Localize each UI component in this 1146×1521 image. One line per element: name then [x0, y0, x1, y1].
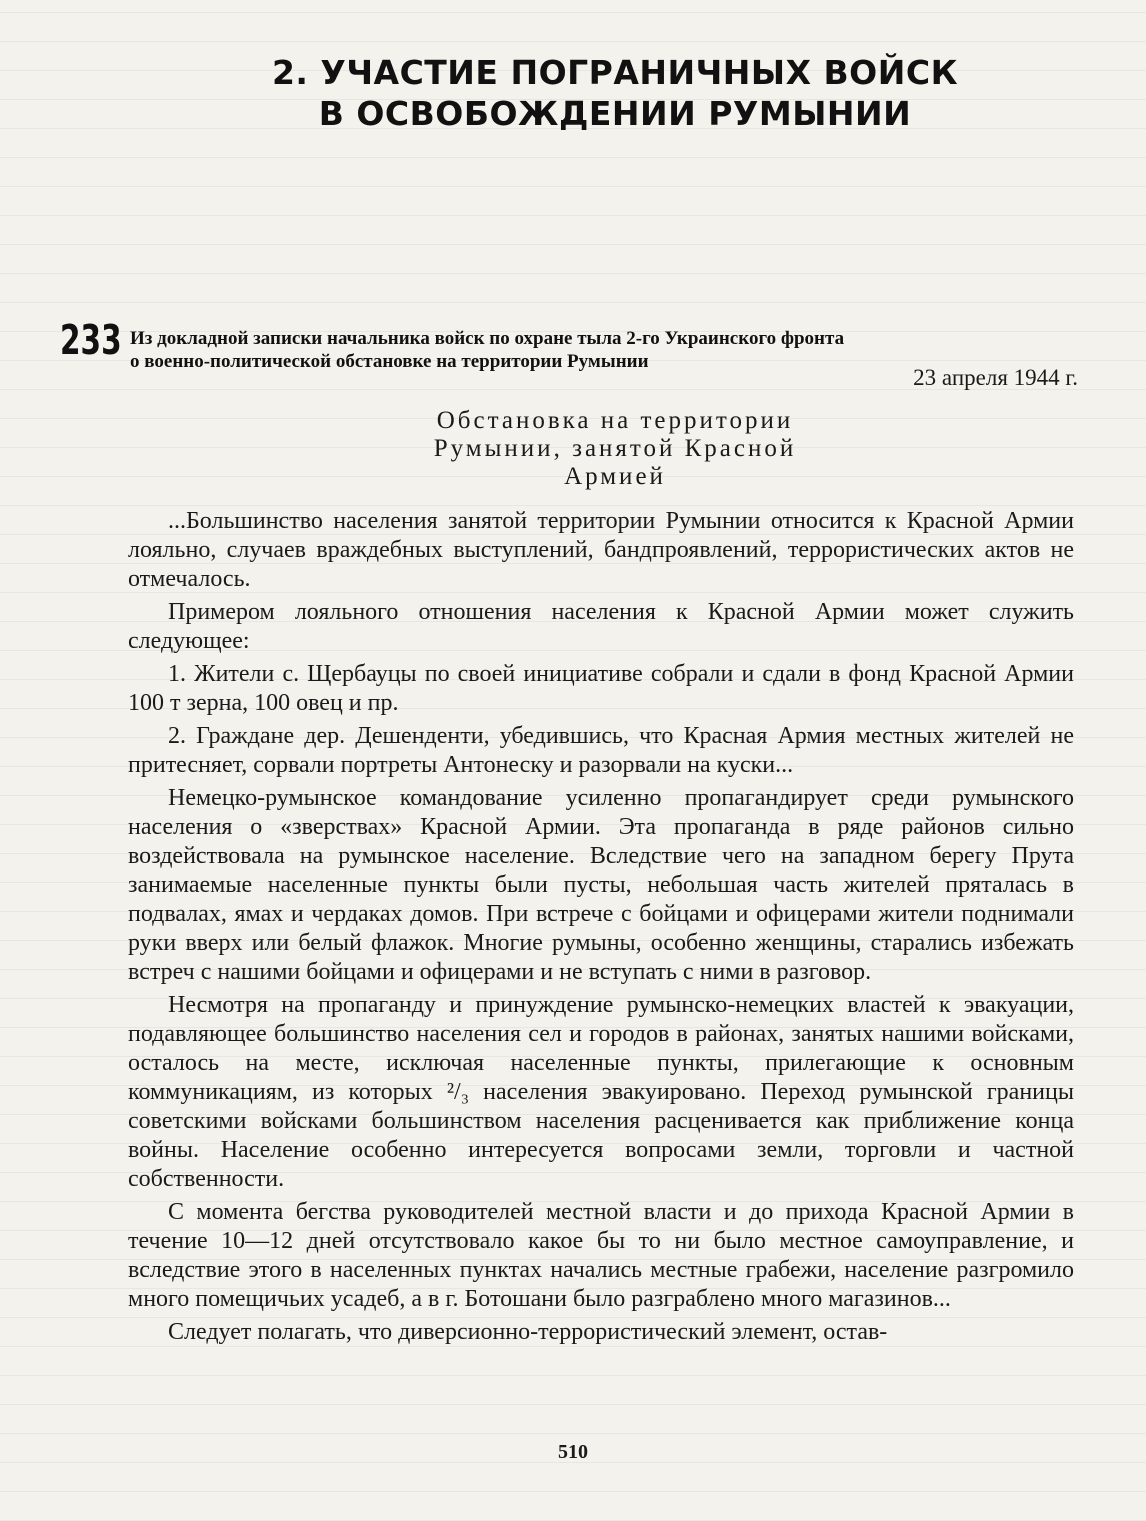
paragraph: Несмотря на пропаганду и принуждение румынско-немецких властей к эвакуации, подавляющее большинство населения сел и городов в районах, занятых нашими войсками, осталось на месте, исключая населенные пункты, прилегающие к основным коммуникациям, из которых ²/₃ населения эвакуировано. Переход румынской границы советскими войсками большинством населения расценивается как приближение конца войны. Население особенно интересуется вопросами земли, торговли и частной собственности.	[128, 992, 1074, 1192]
page-number: 510	[558, 1441, 588, 1463]
subtitle-line-1: Обстановка на территории	[436, 407, 794, 434]
document-body	[128, 507, 1074, 1351]
paragraph: С момента бегства руководителей местной власти и до прихода Красной Армии в течение 10—12 дней отсутствовало какое бы то ни было местное самоуправление, и вследствие этого в населенных пунктах начались местные грабежи, население разгромило много помещичьих усадеб, а в г. Ботошани было разграблено много магазинов...	[128, 1199, 1074, 1312]
paragraph: ...Большинство населения занятой территории Румынии относится к Красной Армии лояльно, случаев враждебных выступлений, бандпроявлений, террористических актов не отмечалось.	[128, 508, 1074, 592]
document-heading-line-1: Из докладной записки начальника войск по охране тыла 2-го Украинского фронта	[130, 328, 845, 349]
subtitle-line-2: Румынии, занятой Красной	[433, 435, 797, 462]
section-title-line-2: В ОСВОБОЖДЕНИИ РУМЫНИИ	[318, 94, 912, 133]
document-heading-line-2: о военно-политической обстановке на территории Румынии	[130, 351, 649, 372]
paragraph: Немецко-румынское командование усиленно пропагандирует среди румынского населения о «зверствах» Красной Армии. Эта пропаганда в ряде районов сильно воздействовала на румынское население. Вследствие чего на западном берегу Прута занимаемые населенные пункты были пусты, небольшая часть жителей пряталась в подвалах, ямах и чердаках домов. При встрече с бойцами и офицерами жители поднимали руки вверх или белый флажок. Многие румыны, особенно женщины, старались избежать встреч с нашими бойцами и офицерами и не вступать с ними в разговор.	[128, 785, 1074, 985]
document-number: 233	[60, 316, 122, 364]
paragraph: Следует полагать, что диверсионно-террористический элемент, остав-	[168, 1319, 888, 1345]
document-date: 23 апреля 1944 г.	[913, 365, 1078, 390]
section-title-line-1: 2. УЧАСТИЕ ПОГРАНИЧНЫХ ВОЙСК	[271, 53, 959, 92]
paragraph: 1. Жители с. Щербауцы по своей инициативе собрали и сдали в фонд Красной Армии 100 т зерна, 100 овец и пр.	[128, 661, 1074, 716]
paragraph: Примером лояльного отношения населения к Красной Армии может служить следующее:	[128, 599, 1074, 654]
document-subtitle	[300, 407, 930, 491]
paragraph: 2. Граждане дер. Дешенденти, убедившись, что Красная Армия местных жителей не притесняет, сорвали портреты Антонеску и разорвали на куски...	[128, 723, 1074, 778]
section-title	[120, 52, 1110, 134]
subtitle-line-3: Армией	[564, 463, 666, 490]
